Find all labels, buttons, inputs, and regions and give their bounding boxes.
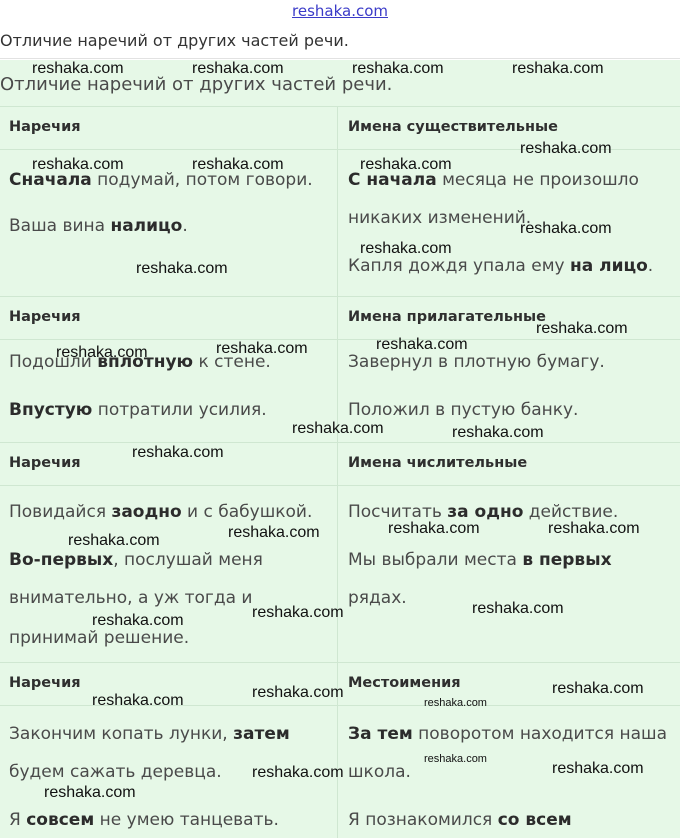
document-image <box>0 60 680 838</box>
text-line: Закончим копать лунки, затем <box>9 724 290 744</box>
watermark: reshaka.com <box>376 336 468 353</box>
watermark: reshaka.com <box>192 60 284 77</box>
watermark: reshaka.com <box>512 60 604 77</box>
header-cell-numerals: Имена числительные <box>348 455 528 471</box>
watermark: reshaka.com <box>536 320 628 337</box>
watermark: reshaka.com <box>388 520 480 537</box>
header-cell-adverbs: Наречия <box>0 663 338 705</box>
watermark: reshaka.com <box>216 340 308 357</box>
watermark: reshaka.com <box>520 220 612 237</box>
watermark: reshaka.com <box>472 600 564 617</box>
header-cell-adjectives: Имена прилагательные <box>348 309 546 325</box>
watermark: reshaka.com <box>92 692 184 709</box>
comparison-table <box>0 106 680 838</box>
watermark: reshaka.com <box>548 520 640 537</box>
text-line: Подошли вплотную к стене. <box>9 352 271 372</box>
watermark: reshaka.com <box>68 532 160 549</box>
watermark: reshaka.com <box>192 156 284 173</box>
header-cell-adverbs: Наречия <box>0 443 338 485</box>
watermark: reshaka.com <box>452 424 544 441</box>
watermark: reshaka.com <box>424 753 487 765</box>
watermark: reshaka.com <box>32 156 124 173</box>
header-cell-adverbs: Наречия <box>0 297 338 339</box>
text-line: Сначала подумай, потом говори. <box>9 170 313 190</box>
site-link[interactable]: reshaka.com <box>292 2 388 20</box>
table-cell <box>338 486 680 662</box>
text-line: Мы выбрали места в первых <box>348 550 612 570</box>
table-header-row <box>0 442 680 485</box>
watermark: reshaka.com <box>252 764 344 781</box>
text-line: будем сажать деревца. <box>9 762 222 782</box>
document-heading: Отличие наречий от других частей речи. <box>0 74 393 95</box>
watermark: reshaka.com <box>32 60 124 77</box>
text-line: Завернул в плотную бумагу. <box>348 352 605 372</box>
header-cell-adverbs: Наречия <box>0 107 338 149</box>
header-cell-nouns: Имена существительные <box>348 119 558 135</box>
watermark: reshaka.com <box>552 680 644 697</box>
watermark: reshaka.com <box>424 697 487 709</box>
watermark: reshaka.com <box>252 604 344 621</box>
watermark: reshaka.com <box>56 344 148 361</box>
text-line: Положил в пустую банку. <box>348 400 579 420</box>
text-line: внимательно, а уж тогда и <box>9 588 253 608</box>
text-line: Впустую потратили усилия. <box>9 400 267 420</box>
text-line: С начала месяца не произошло <box>348 170 639 190</box>
watermark: reshaka.com <box>132 444 224 461</box>
text-line: принимай решение. <box>9 628 190 648</box>
table-cell <box>0 486 338 662</box>
watermark: reshaka.com <box>136 260 228 277</box>
text-line: Посчитать за одно действие. <box>348 502 619 522</box>
text-line: Я совсем не умею танцевать. <box>9 810 279 830</box>
watermark: reshaka.com <box>292 420 384 437</box>
watermark: reshaka.com <box>252 684 344 701</box>
text-line: никаких изменений. <box>348 208 532 228</box>
text-line: рядах. <box>348 588 407 608</box>
text-line: За тем поворотом находится наша <box>348 724 667 744</box>
text-line: Повидайся заодно и с бабушкой. <box>9 502 313 522</box>
watermark: reshaka.com <box>360 156 452 173</box>
watermark: reshaka.com <box>44 784 136 801</box>
text-line: Капля дождя упала ему на лицо. <box>348 256 654 276</box>
watermark: reshaka.com <box>92 612 184 629</box>
divider <box>0 58 680 59</box>
text-line: Ваша вина налицо. <box>9 216 188 236</box>
text-line: Во-первых, послушай меня <box>9 550 263 570</box>
table-row <box>0 485 680 662</box>
watermark: reshaka.com <box>228 524 320 541</box>
watermark: reshaka.com <box>352 60 444 77</box>
watermark: reshaka.com <box>520 140 612 157</box>
text-line: Я познакомился со всем <box>348 810 572 830</box>
watermark: reshaka.com <box>552 760 644 777</box>
header-cell-pronouns: Местоимения <box>348 675 461 691</box>
text-line: школа. <box>348 762 411 782</box>
page-title: Отличие наречий от других частей речи. <box>0 31 349 50</box>
watermark: reshaka.com <box>360 240 452 257</box>
